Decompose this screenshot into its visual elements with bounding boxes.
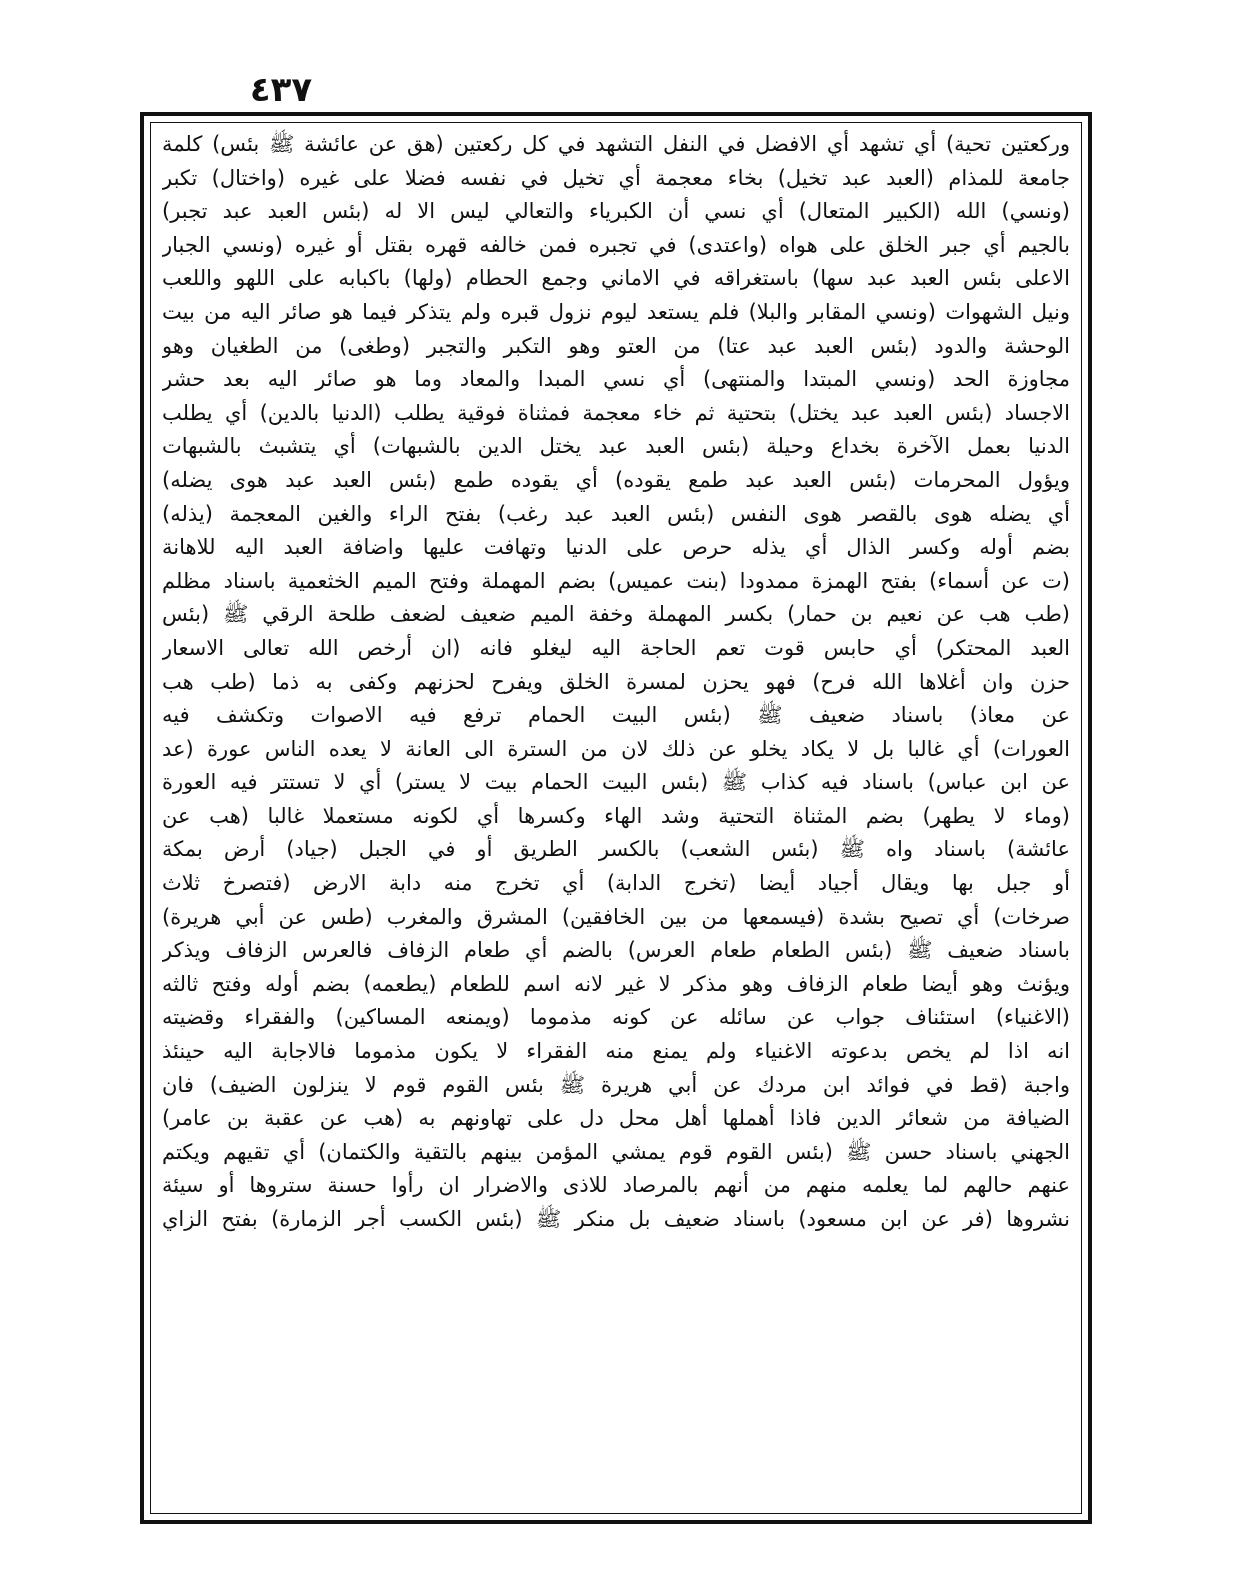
text-line: وركعتين تحية) أي تشهد أي الافضل في النفل التشهد في كل ركعتين (هق عن عائشة ﷺ بئس) كلمة [162, 132, 1070, 156]
page-number: ٤٣٧ [249, 70, 313, 110]
commentary-text [162, 128, 1070, 1508]
text-line: عنهم حالهم لما يعلمه منهم من أنهم بالمرصاد للاذى والاضرار ان رأوا حسنة ستروها أو سيئة [162, 1173, 1070, 1198]
text-line: بالجيم أي جبر الخلق على هواه (واعتدى) في تجبره فمن خالفه قهره بقتل أو غيره (ونسي الجبار [162, 232, 1070, 257]
text-line: (وماء لا يطهر) بضم المثناة التحتية وشد الهاء وكسرها أي لكونه مستعملا غالبا (هب عن [162, 803, 1070, 828]
text-line: الدنيا بعمل الآخرة بخداع وحيلة (بئس العبد عبد يختل الدين بالشبهات) أي يتشبث بالشبهات [162, 434, 1070, 459]
text-line: مجاوزة الحد (ونسي المبتدا والمنتهى) أي نسي المبدا والمعاد وما هو صائر اليه بعد حشر [162, 367, 1070, 392]
text-line: بضم أوله وكسر الذال أي يذله حرص على الدنيا وتهافت عليها واضافة العبد اليه للاهانة [162, 535, 1070, 560]
text-line: (ونسي) الله (الكبير المتعال) أي نسي أن الكبرياء والتعالي ليس الا له (بئس العبد عبد تجبر) [162, 199, 1070, 224]
text-line: (طب هب عن نعيم بن حمار) بكسر المهملة وخفة الميم ضعيف لضعف طلحة الرقي ﷺ (بئس [162, 602, 1070, 627]
text-line: باسناد ضعيف ﷺ (بئس الطعام طعام العرس) بالضم أي طعام الزفاف فالعرس الزفاف ويذكر [162, 938, 1070, 963]
text-line: ونيل الشهوات (ونسي المقابر والبلا) فلم يستعد ليوم نزول قبره ولم يتذكر فيما هو صائر اليه من بيت [162, 299, 1070, 324]
text-line: الاجساد (بئس العبد عبد يختل) بتحتية ثم خاء معجمة فمثناة فوقية يطلب (الدنيا بالدين) أي يطلب [162, 400, 1070, 425]
text-line: نشروها (فر عن ابن مسعود) باسناد ضعيف بل منكر ﷺ (بئس الكسب أجر الزمارة) بفتح الزاي [162, 1207, 1070, 1231]
text-line: انه اذا لم يخص بدعوته الاغنياء ولم يمنع منه الفقراء لا يكون مذموما فالاجابة اليه حينئذ [162, 1039, 1070, 1064]
text-line: عائشة) باسناد واه ﷺ (بئس الشعب) بالكسر الطريق أو في الجبل (جياد) أرض بمكة [162, 837, 1070, 862]
text-line: أي يضله هوى بالقصر هوى النفس (بئس العبد عبد رغب) بفتح الراء والغين المعجمة (يذله) [162, 501, 1070, 526]
text-line: العبد المحتكر) أي حابس قوت تعم الحاجة اليه ليغلو فانه (ان أرخص الله تعالى الاسعار [162, 635, 1070, 660]
text-line: (ت عن أسماء) بفتح الهمزة ممدودا (بنت عميس) بضم المهملة وفتح الميم الخثعمية باسناد مظلم [162, 568, 1070, 593]
text-line: عن معاذ) باسناد ضعيف ﷺ (بئس البيت الحمام ترفع فيه الاصوات وتكشف فيه [162, 703, 1070, 728]
text-line: صرخات) أي تصيح بشدة (فيسمعها من بين الخافقين) المشرق والمغرب (طس عن أبي هريرة) [162, 904, 1070, 929]
text-line: العورات) أي غالبا بل لا يكاد يخلو عن ذلك لان من السترة الى العانة لا يعده الناس عورة (عد [162, 736, 1070, 761]
text-line: الوحشة والدود (بئس العبد عبد عتا) من العتو وهو التكبر والتجبر (وطغى) من الطغيان وهو [162, 333, 1070, 358]
text-line: (الاغنياء) استئناف جواب عن سائله عن كونه مذموما (ويمنعه المساكين) والفقراء وقضيته [162, 1005, 1070, 1030]
text-line: واجبة (قط في فوائد ابن مردك عن أبي هريرة ﷺ بئس القوم قوم لا ينزلون الضيف) فان [162, 1072, 1070, 1097]
text-line: عن ابن عباس) باسناد فيه كذاب ﷺ (بئس البيت الحمام بيت لا يستر) أي لا تستتر فيه العورة [162, 770, 1070, 795]
text-line: الاعلى بئس العبد عبد سها) باستغراقه في الاماني وجمع الحطام (ولها) باكبابه على اللهو واللعب [162, 266, 1070, 291]
text-line: أو جبل بها ويقال أجياد أيضا (تخرج الدابة) أي تخرج منه دابة الارض (فتصرخ ثلاث [162, 871, 1070, 896]
text-line: ويؤول المحرمات (بئس العبد عبد طمع يقوده) أي يقوده طمع (بئس العبد عبد هوى يضله) [162, 467, 1070, 492]
text-line: جامعة للمذام (العبد عبد تخيل) بخاء معجمة أي تخيل في نفسه فضلا على غيره (واختال) تكبر [162, 165, 1070, 190]
text-line: حزن وان أغلاها الله فرح) فهو يحزن لمسرة الخلق ويفرح لحزنهم وكفى به ذما (طب هب [162, 669, 1070, 694]
text-line: الضيافة من شعائر الدين فاذا أهملها أهل محل دل على تهاونهم به (هب عن عقبة بن عامر) [162, 1106, 1070, 1131]
text-line: ويؤنث وهو أيضا طعام الزفاف وهو مذكر لا غير لانه اسم للطعام (يطعمه) بضم أوله وفتح ثالثه [162, 971, 1070, 996]
text-line: الجهني باسناد حسن ﷺ (بئس القوم قوم يمشي المؤمن بينهم بالتقية والكتمان) أي تقيهم ويكتم [162, 1139, 1070, 1164]
